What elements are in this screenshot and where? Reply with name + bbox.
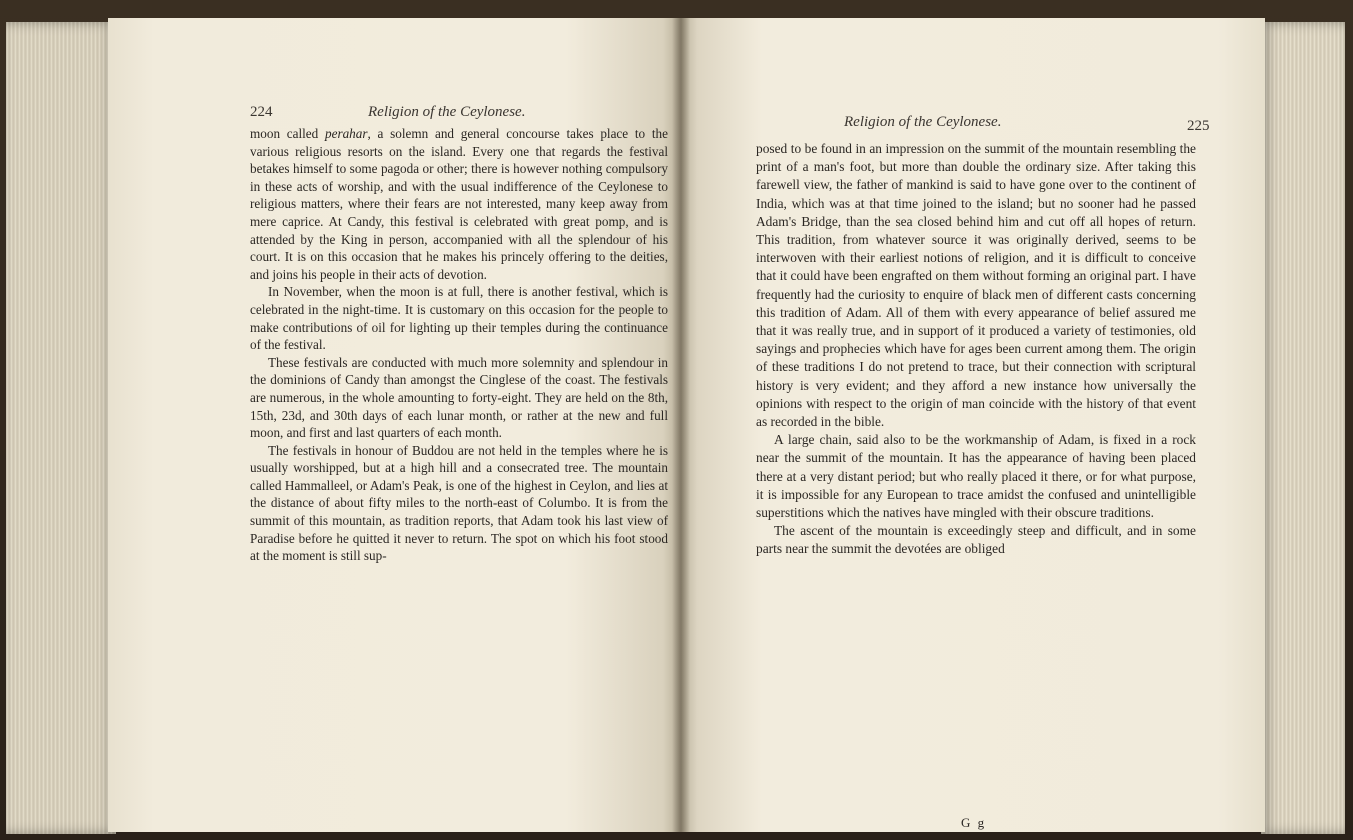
- italic-term: perahar: [325, 126, 368, 141]
- right-page-edges: [1261, 22, 1345, 834]
- page-body-text: [756, 140, 1196, 559]
- paragraph: The festivals in honour of Buddou are not held in the temples where he is usually worshipped, but at a high hill and a consecrated tree. The mountain called Hammalleel, or Adam's Peak, is one of the highest in Ceylon, and lies at the distance of about fifty miles to the north-east of Columbo. It is from the summit of this mountain, as tradition reports, that Adam took his last view of Paradise before he quitted it never to return. The spot on which his foot stood at the moment is still sup-: [250, 442, 668, 564]
- left-page: [108, 18, 680, 832]
- page-number: 224: [250, 104, 273, 120]
- text-span: , a solemn and general concourse takes place to the various religious resorts on the island. Every one that regards the festival betakes himself to some pagoda or other; there is however nothing compulsory in these acts of worship, and with the usual indifference of the Ceylonese to religious matters, where their fears are not interested, many keep away from mere caprice. At Candy, this festival is celebrated with great pomp, and is attended by the King in person, accompanied with all the splendour of his court. It is on this occasion that he makes his princely offering to the deities, and joins his people in their acts of devotion.: [250, 126, 668, 282]
- text-span: moon called: [250, 126, 325, 141]
- left-page-edges: [6, 22, 116, 834]
- paragraph: posed to be found in an impression on the summit of the mountain resembling the print of a man's foot, but more than double the ordinary size. After taking this farewell view, the father of mankind is said to have gone over to the continent of India, which was at that time joined to the island; but no sooner had he passed Adam's Bridge, than the sea closed behind him and cut off all hopes of return. This tradition, from whatever source it was originally derived, seems to be interwoven with their earliest notions of religion, and it is difficult to conceive that it could have been engrafted on them without forming an original part. I have frequently had the curiosity to enquire of black men of different casts concerning this tradition of Adam. All of them with every appearance of belief assured me that it was really true, and in support of it produced a variety of testimonies, old sayings and prophecies which have for ages been current among them. The origin of these traditions I do not pretend to trace, but their connection with scriptural history is very evident; and they afford a new instance how universally the opinions with respect to the origin of man coincide with the history of that event as recorded in the bible.: [756, 141, 1196, 430]
- paragraph: The ascent of the mountain is exceedingly steep and difficult, and in some parts near the summit the devotées are obliged: [756, 523, 1196, 557]
- signature-mark: G g: [961, 815, 987, 830]
- right-page: [680, 18, 1265, 832]
- running-title: Religion of the Ceylonese.: [368, 104, 526, 120]
- page-body-text: [250, 125, 668, 565]
- paragraph: These festivals are conducted with much more solemnity and splendour in the dominions of Candy than amongst the Cinglese of the coast. The festivals are numerous, in the whole amounting to forty-eight. They are held on the 8th, 15th, 23d, and 30th days of each lunar month, or rather at the new and full moon, and first and last quarters of each month.: [250, 354, 668, 441]
- paragraph: In November, when the moon is at full, there is another festival, which is celebrated in the night-time. It is customary on this occasion for the people to make contributions of oil for lighting up their temples during the continuance of the festival.: [250, 284, 668, 353]
- paragraph: A large chain, said also to be the workmanship of Adam, is fixed in a rock near the summit of the mountain. It has the appearance of having been placed there at a very distant period; but who really placed it there, or for what purpose, it is impossible for any European to trace amidst the confused and unintelligible superstitions which the natives have mingled with their obscure traditions.: [756, 432, 1196, 521]
- book-gutter: [672, 18, 690, 832]
- page-number: 225: [1187, 118, 1210, 134]
- paragraph: [250, 125, 668, 283]
- running-title: Religion of the Ceylonese.: [844, 114, 1002, 130]
